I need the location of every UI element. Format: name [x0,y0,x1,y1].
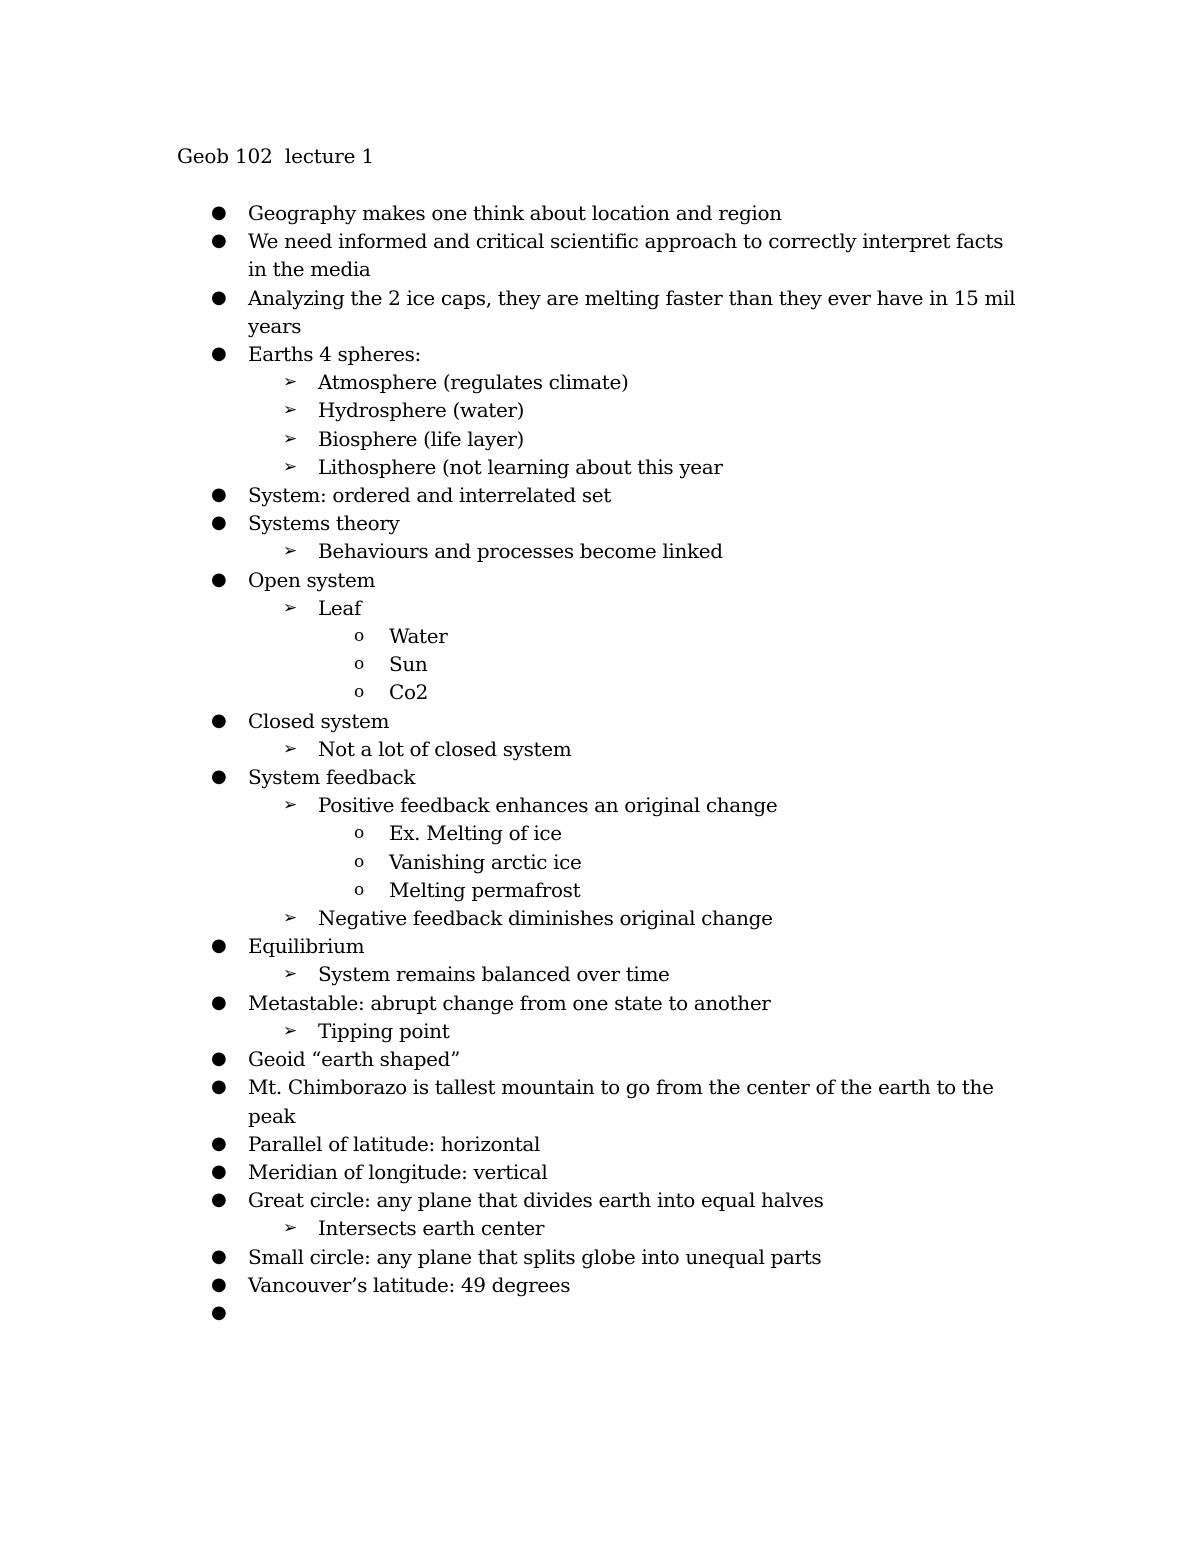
list-item-text: Tipping point [318,1018,450,1043]
list-item-text: Biosphere (life layer) [318,426,524,451]
list-item [177,848,1037,876]
list-item-text: Atmosphere (regulates climate) [318,370,629,395]
list-item-text: Great circle: any plane that divides earth into equal halves [248,1188,824,1213]
bullet-icon: ● [211,568,227,590]
list-item-text: Geography makes one think about location and region [248,201,782,225]
list-item-text: System remains balanced over time [318,962,670,987]
list-item [177,1017,1037,1045]
list-item [177,1045,1037,1073]
document-title: Geob 102 lecture 1 [177,144,374,168]
arrow-bullet-icon: ➢ [283,372,297,393]
list-item [177,791,1037,819]
list-item-text: We need informed and critical scientific approach to correctly interpret facts [248,229,1004,254]
bullet-icon: ● [211,512,227,534]
list-item-text: Behaviours and processes become linked [318,539,723,564]
list-item-text: in the media [248,257,371,282]
arrow-bullet-icon: ➢ [283,964,297,985]
arrow-bullet-icon: ➢ [283,541,297,562]
list-item-text: Negative feedback diminishes original change [318,906,773,931]
bullet-icon: ● [211,709,227,731]
bullet-icon: ● [211,1132,227,1154]
notes-list [177,199,1037,1327]
arrow-bullet-icon: ➢ [283,795,297,816]
bullet-icon: ● [211,230,227,252]
list-item-text: Co2 [389,680,429,705]
list-item-text: Intersects earth center [318,1216,545,1241]
list-item [177,284,1037,340]
bullet-icon: ● [211,1245,227,1267]
list-item [177,1130,1037,1158]
list-item [177,1073,1037,1129]
list-item-text: Small circle: any plane that splits globe into unequal parts [248,1244,822,1269]
arrow-bullet-icon: ➢ [283,1020,297,1041]
list-item-text: System: ordered and interrelated set [248,483,611,508]
circle-bullet-icon: o [354,654,364,675]
list-item [177,876,1037,904]
bullet-icon: ● [211,1048,227,1070]
arrow-bullet-icon: ➢ [283,738,297,759]
list-item [177,932,1037,960]
bullet-icon: ● [211,991,227,1013]
list-item [177,566,1037,594]
list-item [177,1158,1037,1186]
list-item [177,1271,1037,1299]
list-item-text: Lithosphere (not learning about this year [318,454,723,479]
arrow-bullet-icon: ➢ [283,456,297,477]
list-item-text: Leaf [318,595,362,620]
bullet-icon: ● [211,1301,227,1323]
list-item-text: Open system [248,567,376,592]
circle-bullet-icon: o [354,879,364,900]
list-item-text: Parallel of latitude: horizontal [248,1131,541,1156]
arrow-bullet-icon: ➢ [283,400,297,421]
bullet-icon: ● [211,202,227,223]
list-item [177,989,1037,1017]
list-item-text: Closed system [248,708,390,733]
bullet-icon: ● [211,766,227,788]
bullet-icon: ● [211,935,227,957]
bullet-icon: ● [211,484,227,506]
list-item-text: Not a lot of closed system [318,736,572,761]
bullet-icon: ● [211,1160,227,1182]
list-item [177,227,1037,283]
list-item [177,735,1037,763]
list-item [177,1186,1037,1214]
list-item-text: Metastable: abrupt change from one state to another [248,990,771,1015]
list-item-text: Melting permafrost [389,877,581,902]
list-item [177,368,1037,396]
list-item-text: Earths 4 spheres: [248,342,421,367]
list-item [177,1214,1037,1242]
list-item [177,481,1037,509]
list-item [177,904,1037,932]
circle-bullet-icon: o [354,823,364,844]
list-item [177,453,1037,481]
list-item-text: Vanishing arctic ice [389,849,582,874]
list-item [177,819,1037,847]
list-item-text: peak [248,1103,296,1128]
list-item [177,1243,1037,1271]
list-item-text: Sun [389,652,428,677]
circle-bullet-icon: o [354,682,364,703]
bullet-icon: ● [211,1189,227,1211]
list-item-text: System feedback [248,765,416,790]
list-item [177,396,1037,424]
list-item-text: Mt. Chimborazo is tallest mountain to go from the center of the earth to the [248,1075,994,1100]
list-item [177,960,1037,988]
list-item [177,650,1037,678]
circle-bullet-icon: o [354,626,364,647]
list-item-text: Vancouver’s latitude: 49 degrees [248,1272,571,1297]
arrow-bullet-icon: ➢ [283,428,297,449]
bullet-icon: ● [211,1076,227,1098]
arrow-bullet-icon: ➢ [283,908,297,929]
list-item-text [248,1299,1037,1327]
list-item-text: Hydrosphere (water) [318,398,525,423]
list-item [177,425,1037,453]
list-item [177,594,1037,622]
list-item-text: Systems theory [248,511,400,536]
list-item-text: Equilibrium [248,934,365,959]
arrow-bullet-icon: ➢ [283,597,297,618]
circle-bullet-icon: o [354,851,364,872]
list-item-text: years [248,313,302,338]
bullet-icon: ● [211,1273,227,1295]
arrow-bullet-icon: ➢ [283,1218,297,1239]
bullet-icon: ● [211,286,227,308]
list-item-text: Ex. Melting of ice [389,821,562,846]
list-item [177,340,1037,368]
list-item [177,1299,1037,1327]
list-item [177,622,1037,650]
bullet-icon: ● [211,343,227,365]
list-item-text: Meridian of longitude: vertical [248,1159,548,1184]
list-item-text: Positive feedback enhances an original change [318,793,778,818]
list-item-text: Geoid “earth shaped” [248,1047,460,1072]
list-item-text: Analyzing the 2 ice caps, they are melting faster than they ever have in 15 mil [248,285,1016,310]
list-item [177,199,1037,227]
list-item [177,678,1037,706]
list-item [177,509,1037,537]
list-item [177,537,1037,565]
list-item [177,763,1037,791]
list-item-text: Water [389,624,448,649]
list-item [177,707,1037,735]
